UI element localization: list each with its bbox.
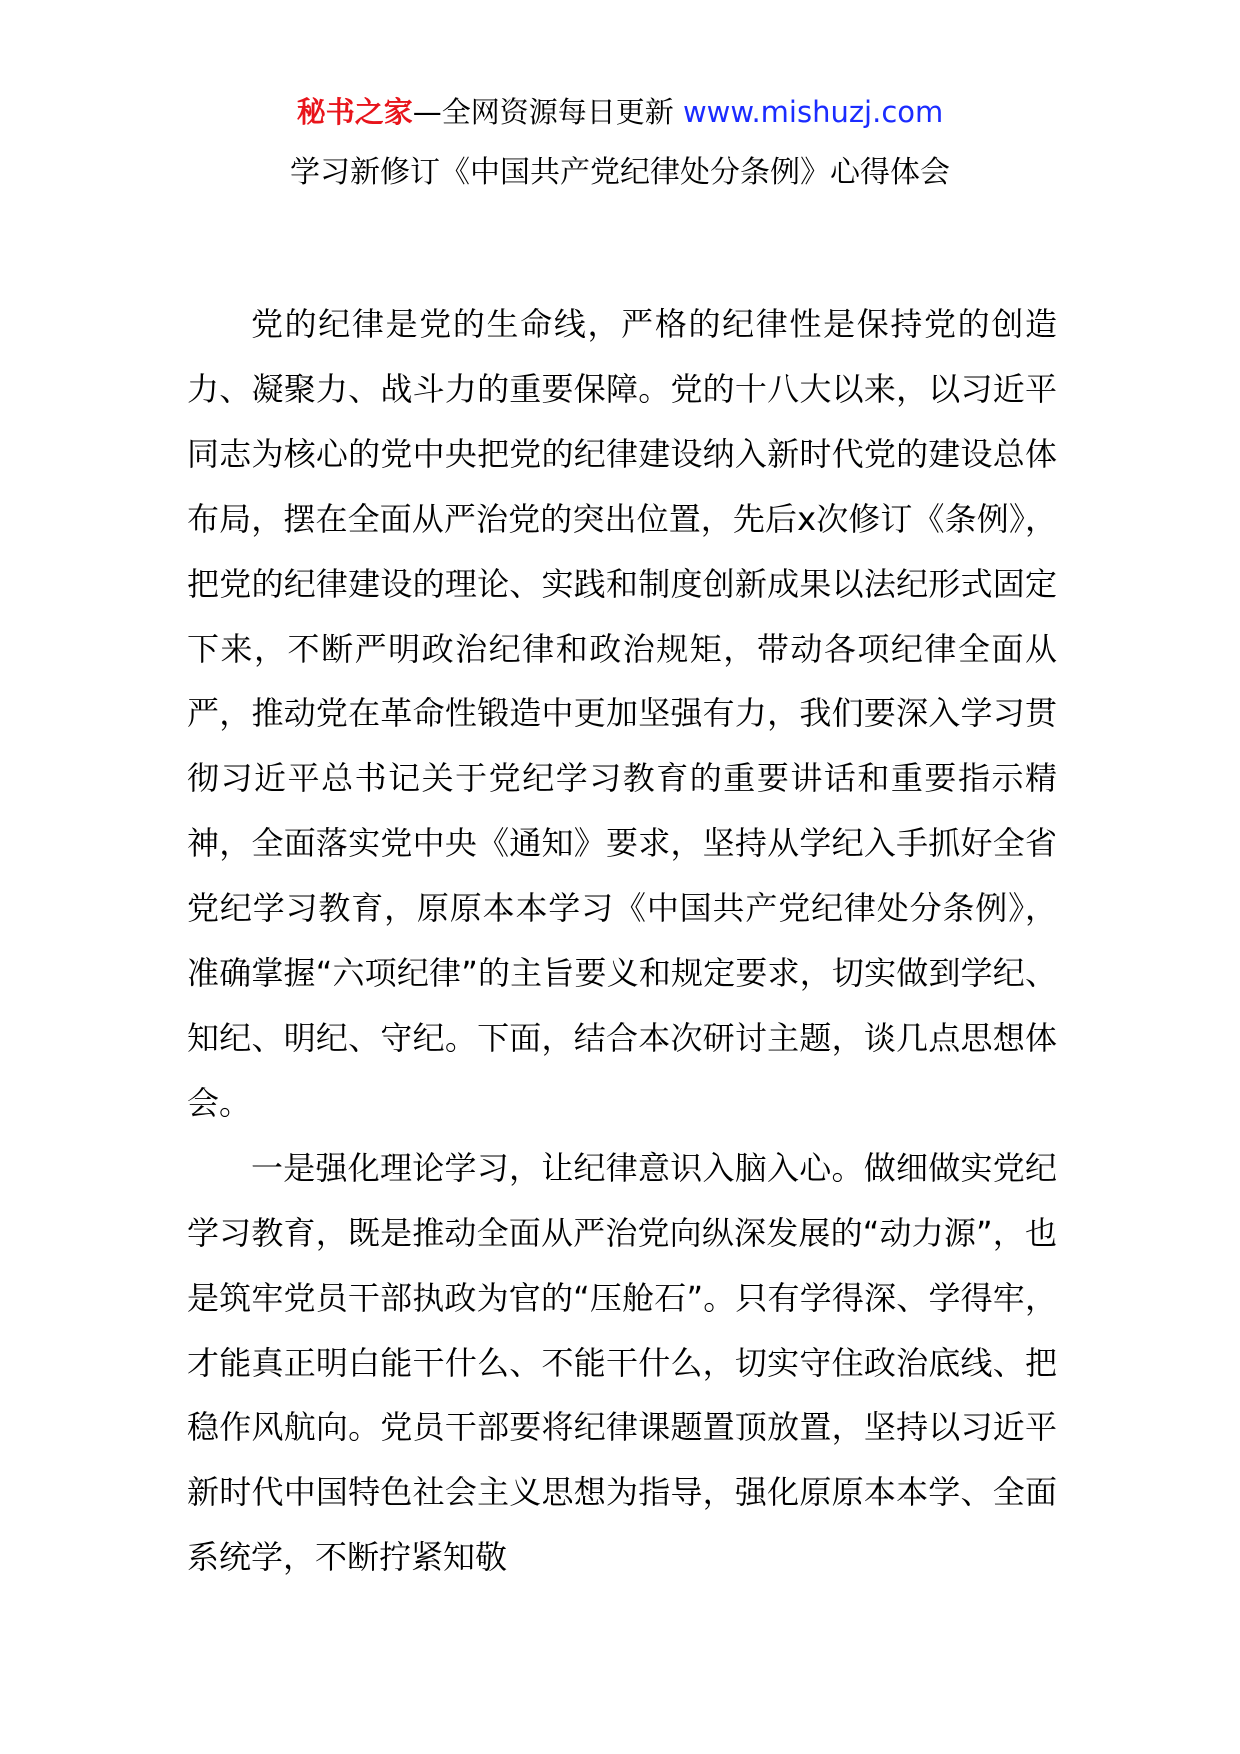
site-url-link[interactable]: www.mishuzj.com bbox=[682, 95, 944, 129]
body-paragraph: 一是强化理论学习，让纪律意识入脑入心。做细做实党纪学习教育，既是推动全面从严治党向纵深发展的“动力源”，也是筑牢党员干部执政为官的“压舱石”。只有学得深、学得牢，才能真正明白能干什么、不能干什么，切实守住政治底线、把稳作风航向。党员干部要将纪律课题置顶放置，坚持以习近平新时代中国特色社会主义思想为指导，强化原原本本学、全面系统学，不断拧紧知敬 bbox=[187, 1148, 1057, 1577]
body-paragraph: 党的纪律是党的生命线，严格的纪律性是保持党的创造力、凝聚力、战斗力的重要保障。党的十八大以来，以习近平同志为核心的党中央把党的纪律建设纳入新时代党的建设总体布局，摆在全面从严治党的突出位置，先后x次修订《条例》，把党的纪律建设的理论、实践和制度创新成果以法纪形式固定下来，不断严明政治纪律和政治规矩，带动各项纪律全面从严，推动党在革命性锻造中更加坚强有力，我们要深入学习贯彻习近平总书记关于党纪学习教育的重要讲话和重要指示精神，全面落实党中央《通知》要求，坚持从学纪入手抓好全省党纪学习教育，原原本本学习《中国共产党纪律处分条例》，准确掌握“六项纪律”的主旨要义和规定要求，切实做到学纪、知纪、明纪、守纪。下面，结合本次研讨主题，谈几点思想体会。 bbox=[187, 305, 1057, 1122]
site-tagline: —全网资源每日更新 bbox=[412, 95, 674, 129]
document-body bbox=[187, 292, 1057, 1590]
site-header bbox=[0, 90, 1240, 134]
site-brand: 秘书之家 bbox=[296, 95, 413, 129]
document-title: 学习新修订《中国共产党纪律处分条例》心得体会 bbox=[290, 155, 950, 190]
